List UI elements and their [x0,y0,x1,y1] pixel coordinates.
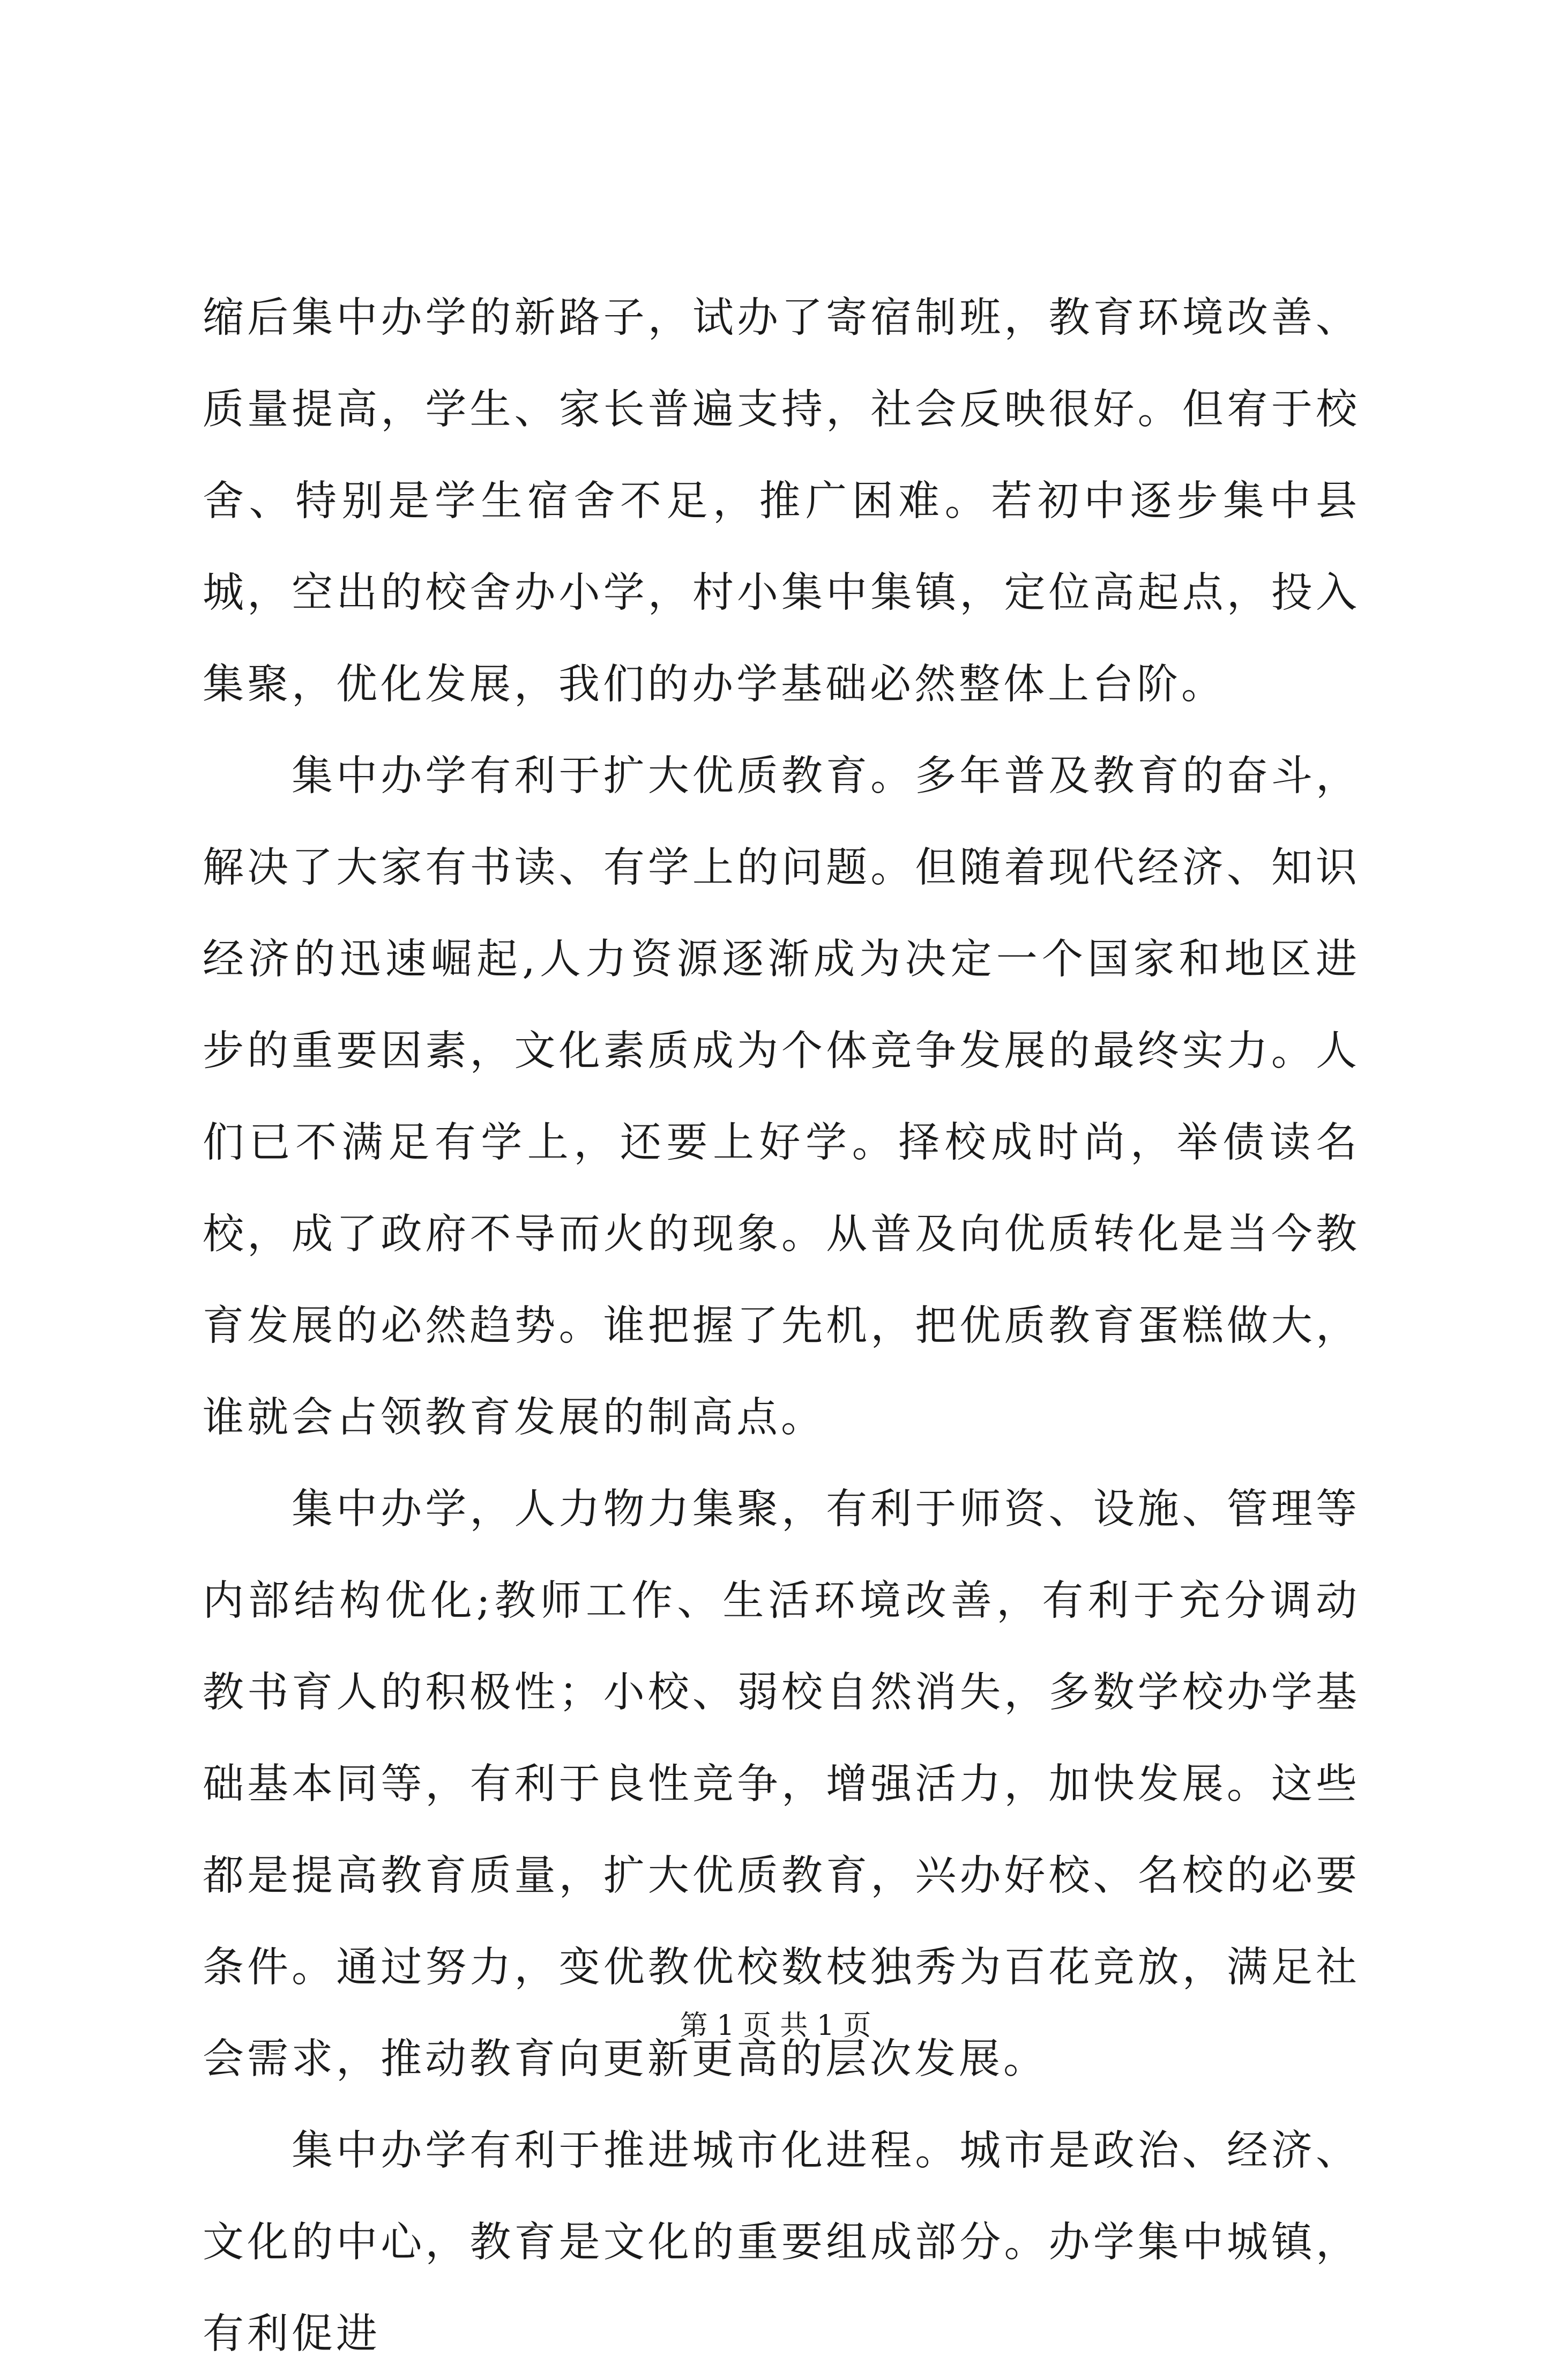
paragraph-3: 集中办学，人力物力集聚，有利于师资、设施、管理等内部结构优化;教师工作、生活环境改善，有利于充分调动教书育人的积极性；小校、弱校自然消失，多数学校办学基础基本同等，有利于良性竞争，增强活力，加快发展。这些都是提高教育质量，扩大优质教育，兴办好校、名校的必要条件。通过努力，变优教优校数枝独秀为百花竞放，满足社会需求，推动教育向更新更高的层次发展。 [203,1486,1360,2083]
paragraph-1: 缩后集中办学的新路子，试办了寄宿制班，教育环境改善、质量提高，学生、家长普遍支持，社会反映很好。但宥于校舍、特别是学生宿舍不足，推广困难。若初中逐步集中县城，空出的校舍办小学，村小集中集镇，定位高起点，投入集聚，优化发展，我们的办学基础必然整体上台阶。 [203,294,1360,708]
document-body [203,272,1360,2380]
paragraph-2: 集中办学有利于扩大优质教育。多年普及教育的奋斗，解决了大家有书读、有学上的问题。但随着现代经济、知识经济的迅速崛起,人力资源逐渐成为决定一个国家和地区进步的重要因素，文化素质成为个体竞争发展的最终实力。人们已不满足有学上，还要上好学。择校成时尚，举债读名校，成了政府不导而火的现象。从普及向优质转化是当今教育发展的必然趋势。谁把握了先机，把优质教育蛋糕做大，谁就会占领教育发展的制高点。 [203,752,1360,1442]
page-footer: 第 1 页 共 1 页 [680,2010,871,2042]
paragraph-4: 集中办学有利于推进城市化进程。城市是政治、经济、文化的中心，教育是文化的重要组成部分。办学集中城镇，有利促进 [203,2127,1360,2358]
